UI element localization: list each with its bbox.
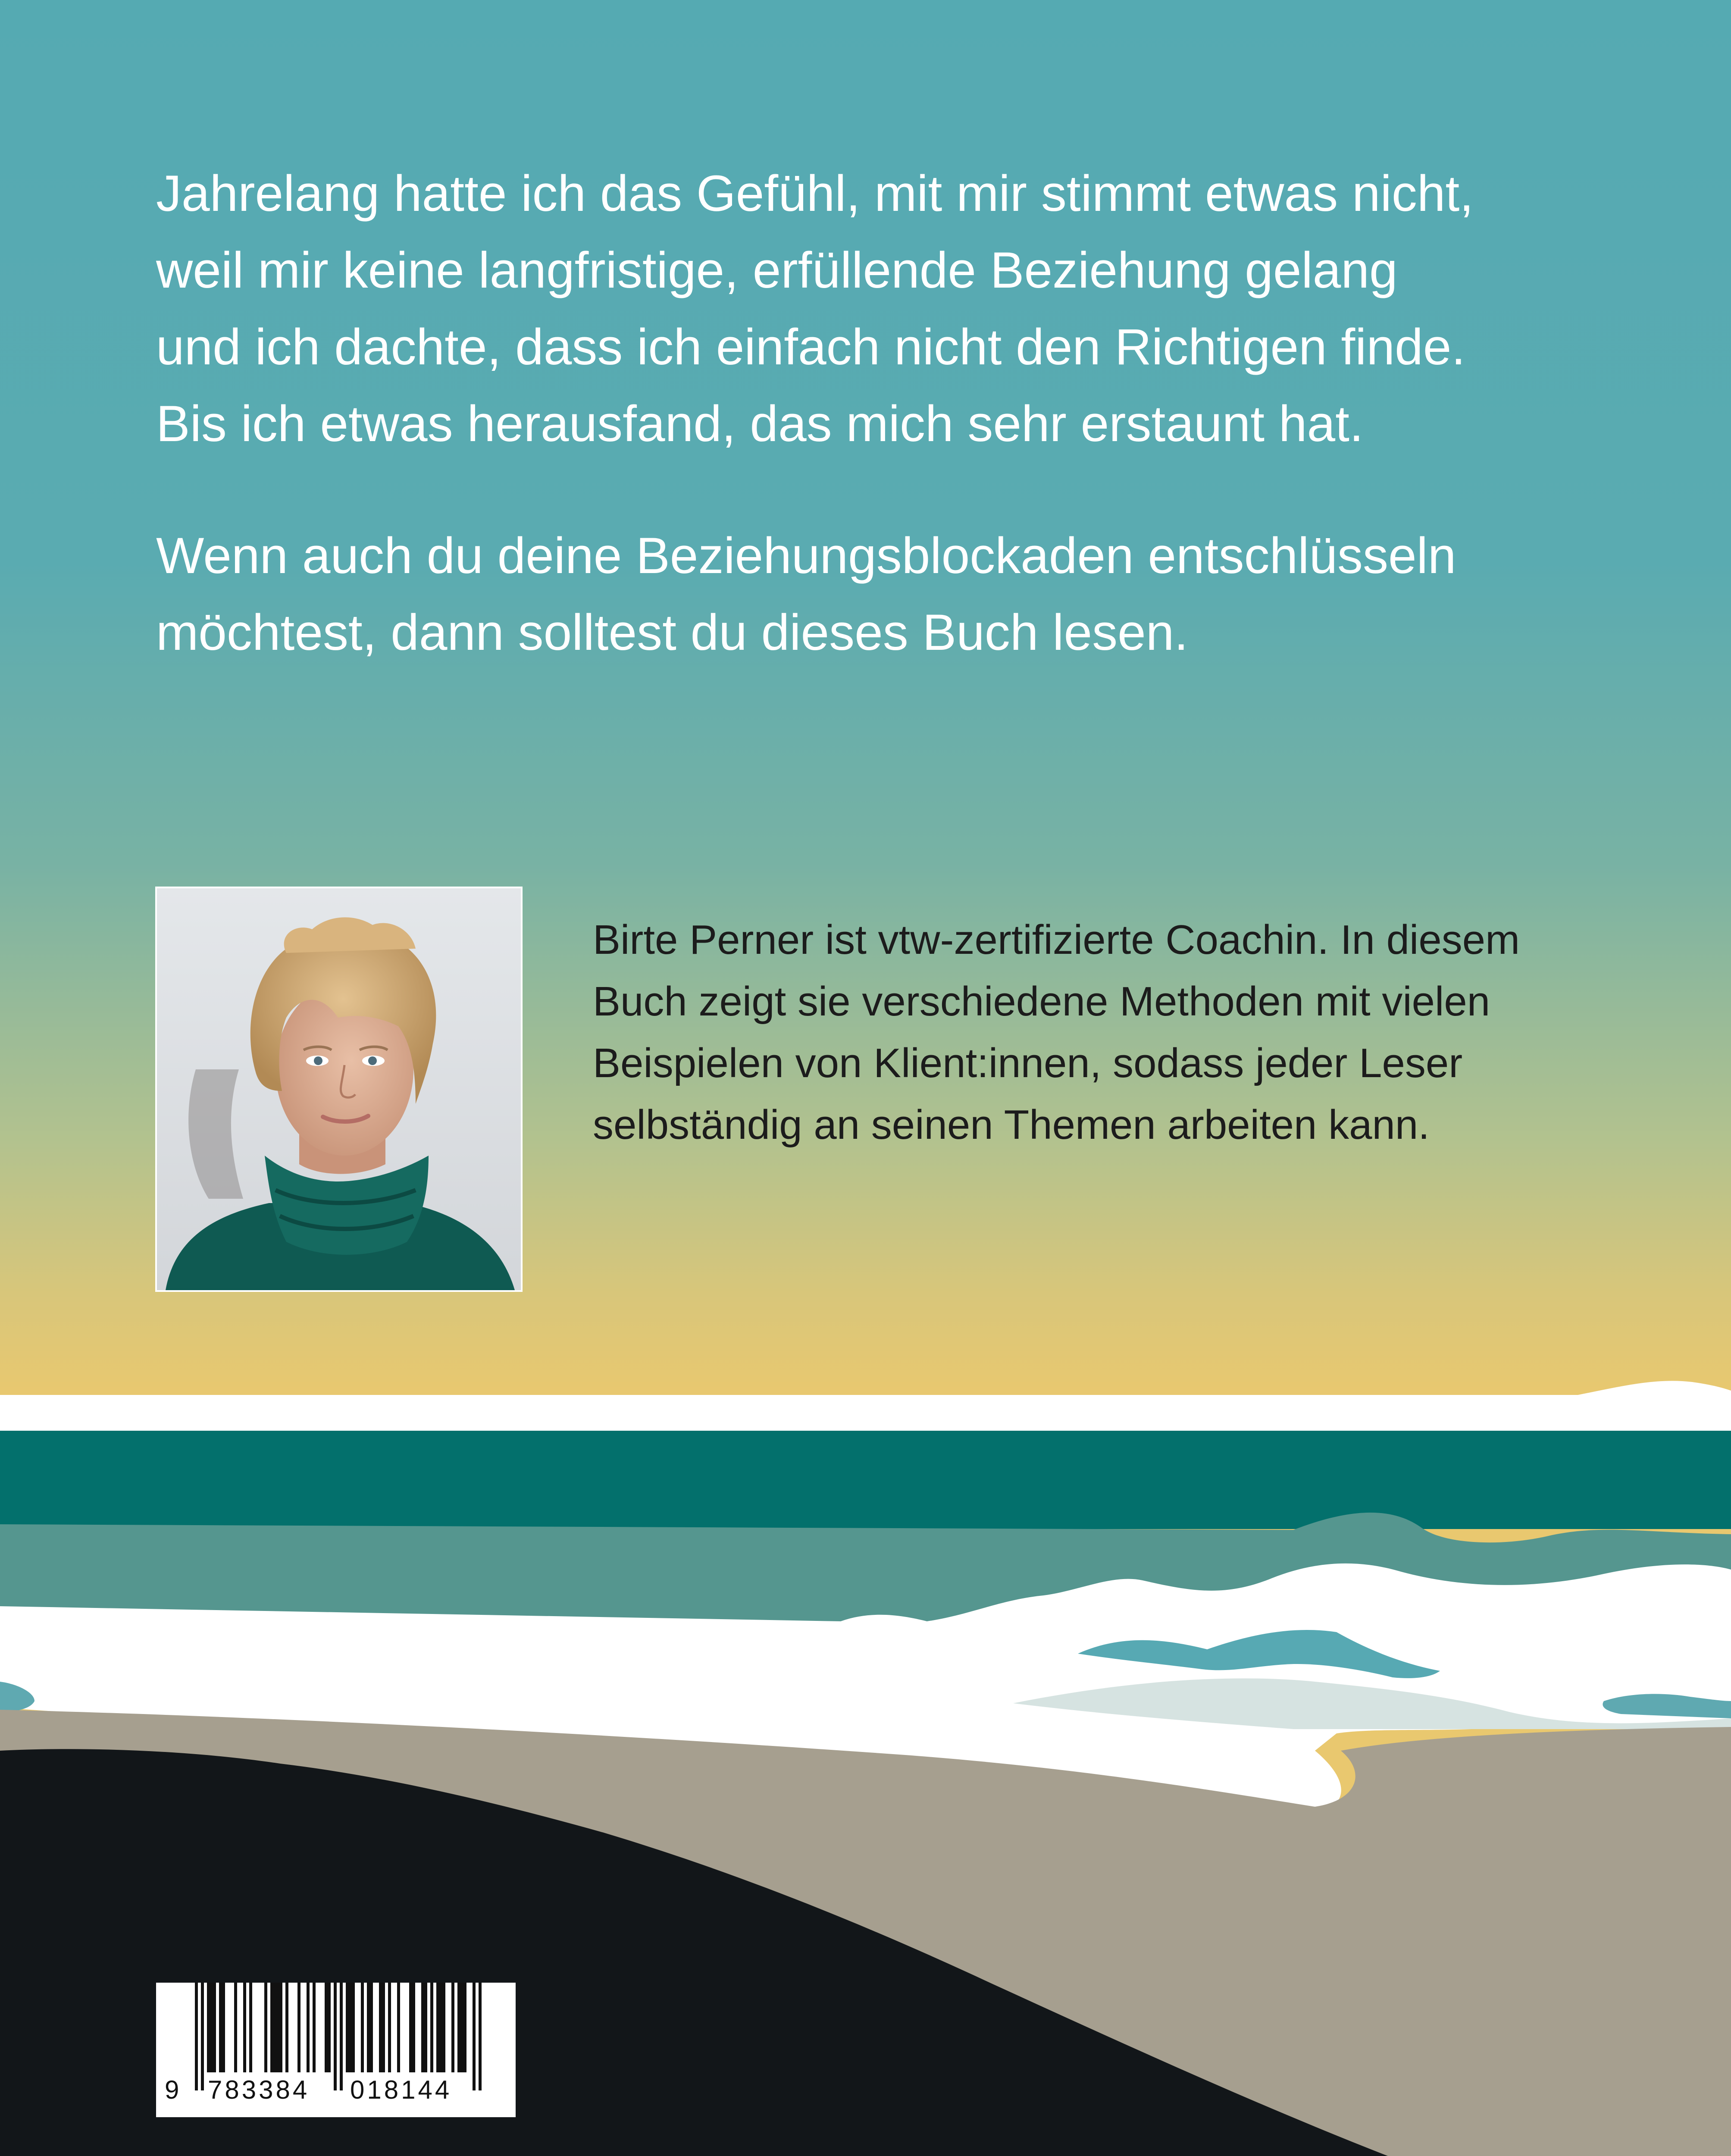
barcode-bar [370, 1983, 373, 2072]
barcode-bar [328, 1983, 331, 2072]
blurb-paragraph-1: Jahrelang hatte ich das Gefühl, mit mir stimmt etwas nicht, weil mir keine langfristige, erfüllende Beziehung gelang und ich dachte, dass ich einfach nicht den Richtigen finde. Bis ich etwas herausfand, das mich sehr erstaunt hat. [156, 165, 1474, 452]
barcode-bar [334, 1983, 337, 2090]
barcode-bar [439, 1983, 442, 2072]
barcode-bar [382, 1983, 385, 2072]
barcode-bar [346, 1983, 349, 2072]
barcode-group-2: 018144 [350, 2075, 452, 2104]
barcode-bar [436, 1983, 439, 2072]
barcode-bar [279, 1983, 282, 2072]
barcode-bar [409, 1983, 412, 2072]
barcode-bar [430, 1983, 433, 2072]
author-portrait [155, 887, 523, 1292]
isbn-barcode [156, 1983, 516, 2117]
barcode-bar [285, 1983, 288, 2072]
barcode-bar [463, 1983, 466, 2072]
barcode-bar [270, 1983, 273, 2072]
barcode-bar [397, 1983, 400, 2072]
barcode-bar [442, 1983, 445, 2072]
barcode-bar [307, 1983, 310, 2072]
barcode-bar [473, 1983, 476, 2090]
barcode-bar [207, 1983, 210, 2072]
barcode-bar [325, 1983, 328, 2072]
barcode-bar [479, 1983, 482, 2090]
barcode-bar [451, 1983, 454, 2072]
blurb-paragraph-2: Wenn auch du deine Beziehungsblockaden entschlüsseln möchtest, dann solltest du dieses Buch lesen. [156, 527, 1456, 661]
barcode-group-1: 783384 [208, 2075, 310, 2104]
sea-dark-band [0, 1431, 1731, 1529]
barcode-bar [457, 1983, 460, 2072]
barcode-bar [352, 1983, 355, 2072]
barcode-bar [222, 1983, 225, 2072]
barcode-bar [264, 1983, 267, 2072]
barcode-bar [349, 1983, 352, 2072]
barcode-bar [388, 1983, 391, 2072]
barcode-bar [367, 1983, 370, 2072]
barcode-bar [273, 1983, 276, 2072]
barcode-bar [460, 1983, 463, 2072]
barcode-bar [249, 1983, 252, 2072]
author-bio: Birte Perner ist vtw-zertifizierte Coachin. In diesem Buch zeigt sie verschiedene Methoden mit vielen Beispielen von Klient:innen, sodass jeder Leser selbständig an seinen Themen arbeiten kann. [593, 917, 1520, 1148]
barcode-bar [313, 1983, 316, 2072]
barcode-bar [234, 1983, 237, 2072]
barcode-bar [201, 1983, 204, 2090]
barcode-bar [276, 1983, 279, 2072]
barcode-bar [424, 1983, 427, 2072]
barcode-bar [243, 1983, 246, 2072]
barcode-bar [379, 1983, 382, 2072]
barcode-bar [195, 1983, 198, 2090]
barcode-bar [213, 1983, 216, 2072]
barcode-bar [361, 1983, 364, 2072]
barcode-bar [210, 1983, 213, 2072]
barcode-bar [219, 1983, 222, 2072]
barcode-bar [297, 1983, 300, 2072]
barcode-lead-digit: 9 [165, 2075, 182, 2104]
barcode-bar [340, 1983, 343, 2090]
horizon-foam [0, 1381, 1731, 1432]
barcode-bar [412, 1983, 415, 2072]
barcode-bar [421, 1983, 424, 2072]
